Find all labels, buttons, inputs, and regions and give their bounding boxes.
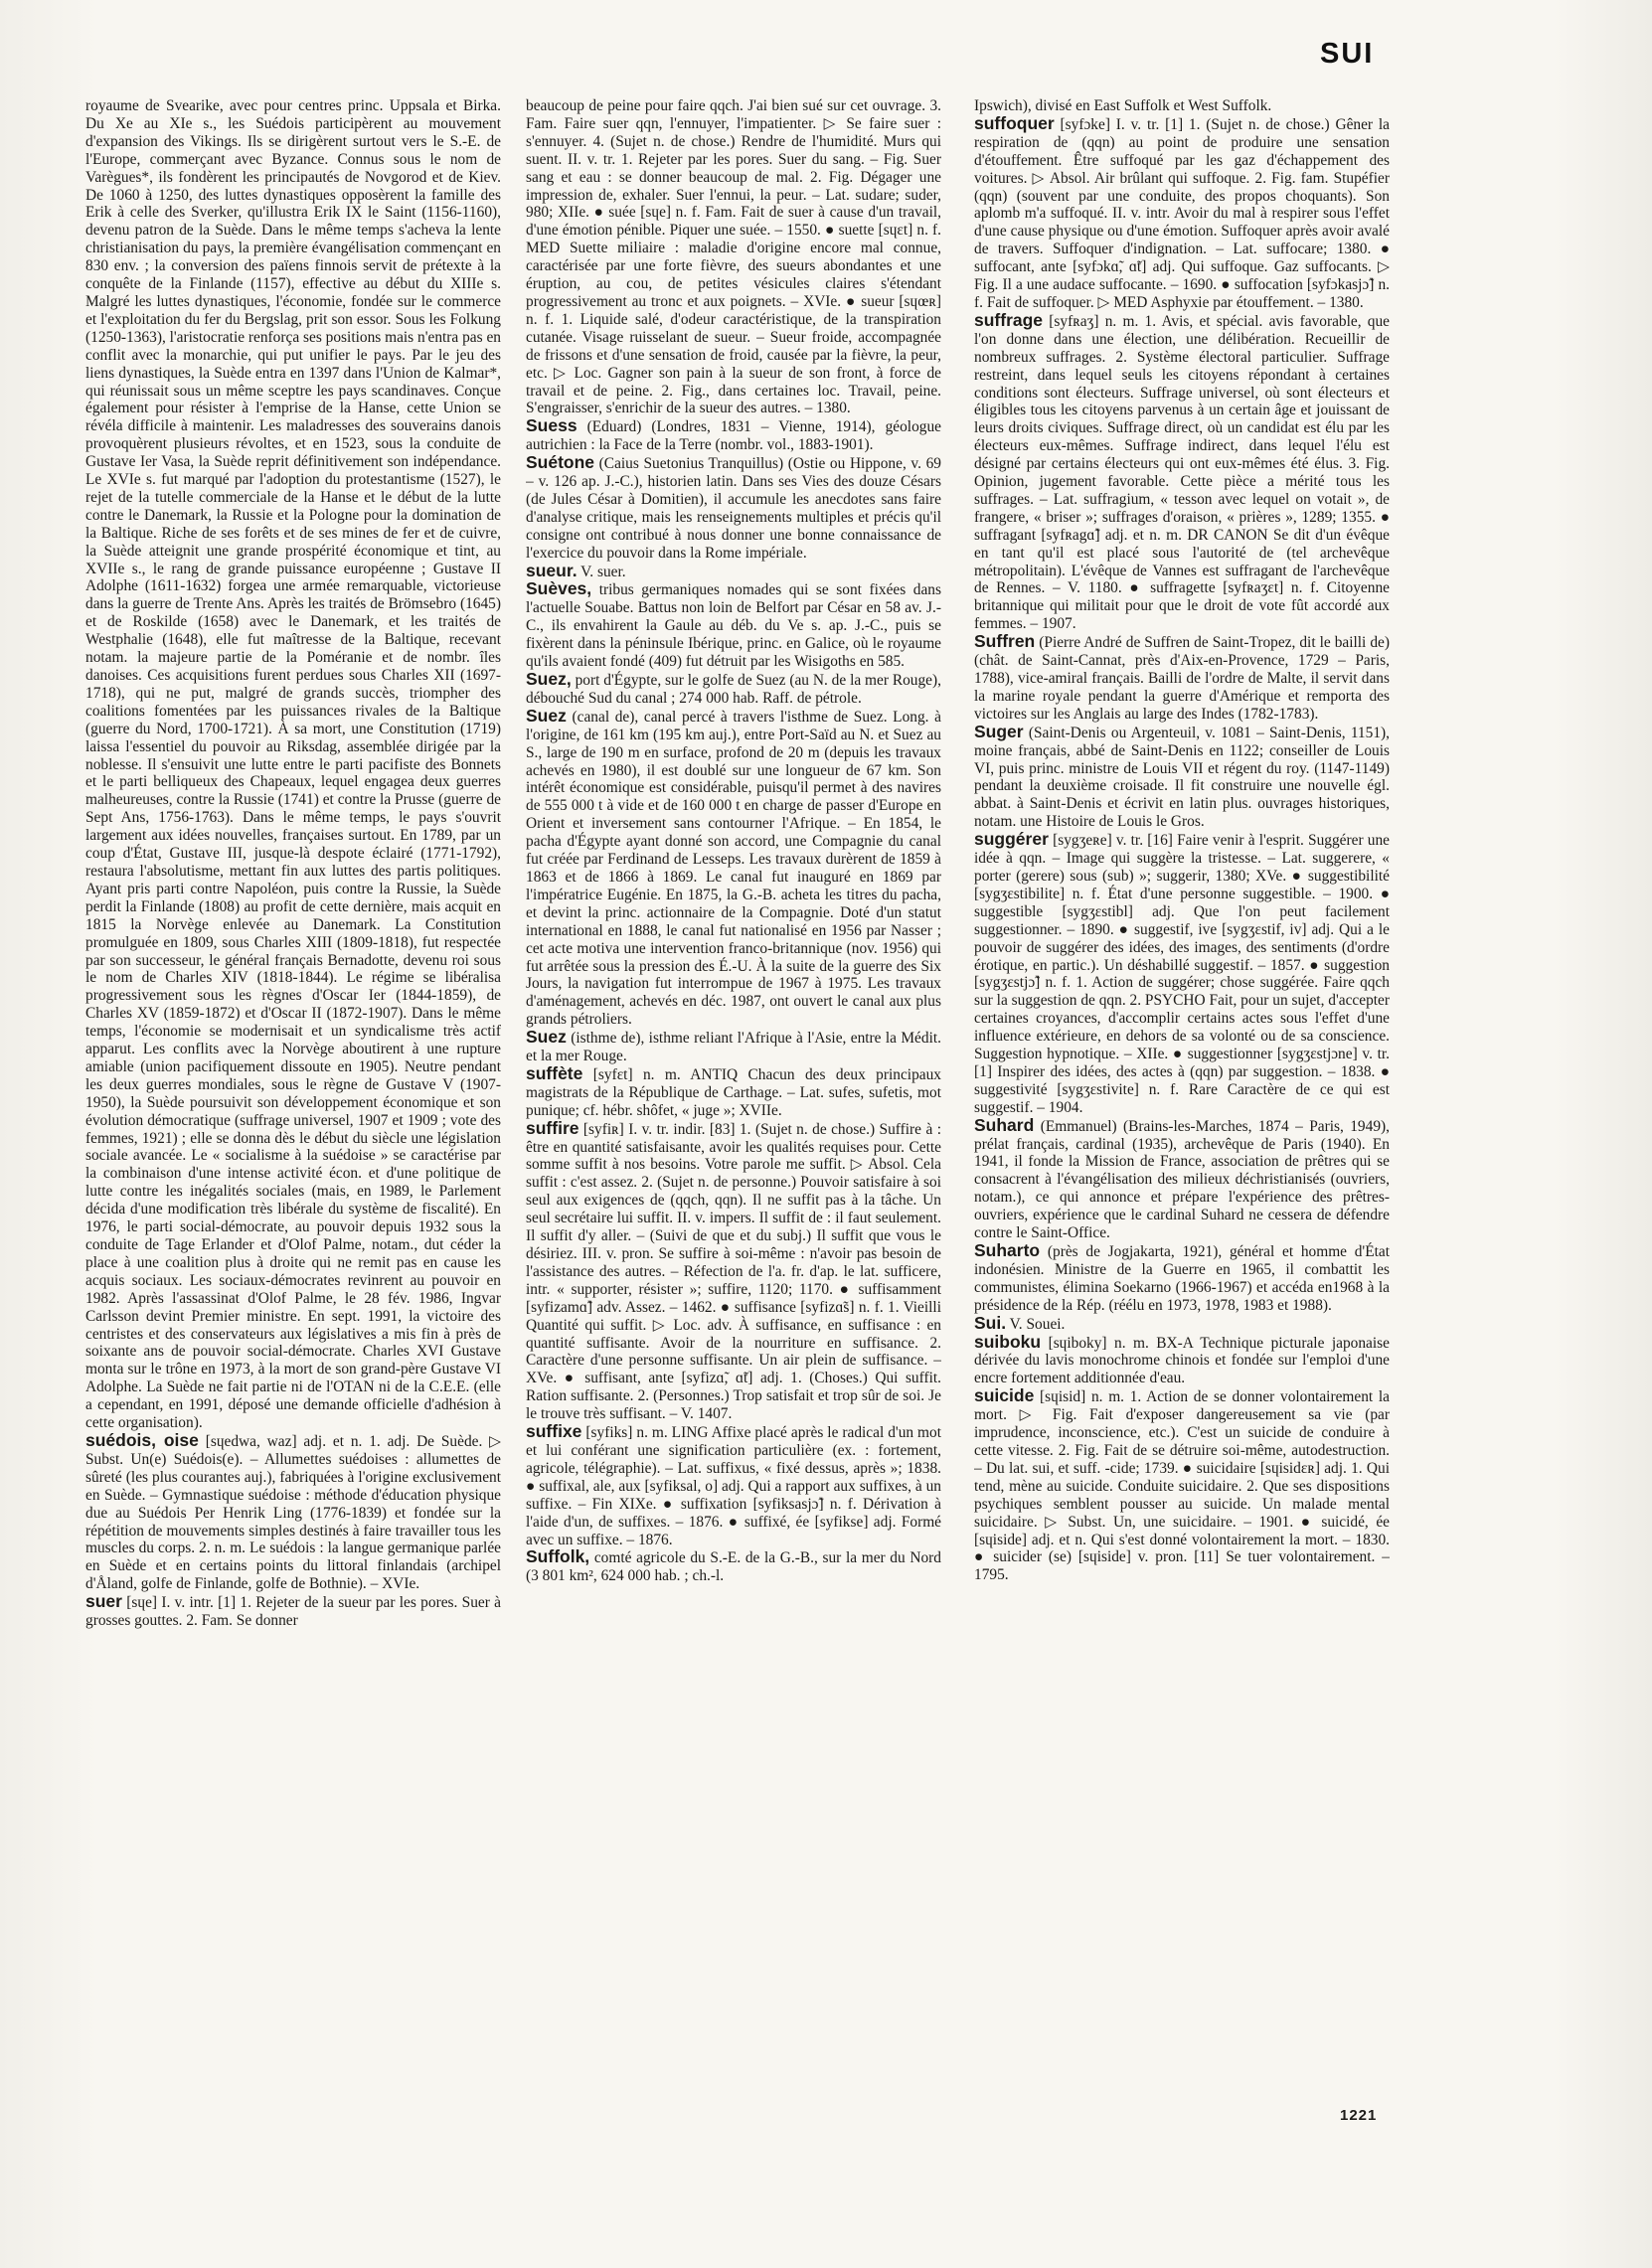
entry-text: [sɥedwa, waz] adj. et n. 1. adj. De Suède. ▷ Subst. Un(e) Suédois(e). – Allumettes suédoises : allumettes de sûreté (les plus courantes auj.), fabriquées à l'origine exclusivement en Suède. – Gymnastique suédoise : méthode d'éducation physique due au Suédois Per Henrik Ling (1776-1839) et fondée sur la répétition de mouvements simples destinés à faire travailler tous les muscles du corps. 2. n. m. Le suédois : la langue germanique parlée en Suède et en certains points du littoral finlandais (archipel d'Åland, golfe de Finlande, golfe de Bothnie). – XVIe. — [85, 1432, 501, 1593]
entry-headword: Suess — [526, 415, 578, 436]
entry-text: (canal de), canal percé à travers l'isthme de Suez. Long. à l'origine, de 161 km (195 km auj.), entre Port-Saïd au N. et Suez au S., large de 190 m en surface, profond de 20 m (depuis les travaux achevés en 1980), il est doublé sur une longueur de 67 km. Son intérêt économique est considérable, puisqu'il permet à des navires de 555 000 t à vide et de 160 000 t en charge de passer d'Europe en Orient et inversement sans contourner l'Afrique. – En 1854, le pacha d'Égypte ayant donné son accord, une Compagnie du canal fut créée par Ferdinand de Lesseps. Les travaux durèrent de 1859 à 1863 et de 1866 à 1869. Le canal fut inauguré en 1869 par l'impératrice Eugénie. En 1875, la G.-B. acheta les titres du pacha, et devint la princ. actionnaire de la Compagnie. Doté d'un statut international en 1888, le canal fut nationalisé en 1956 par Nasser ; cet acte motiva une intervention franco-britannique (nov. 1956) qui fut arrêtée sous la pression des É.-U. À la suite de la guerre des Six Jours, la navigation fut interrompue de 1967 à 1975. Les travaux d'aménagement, achevés en déc. 1987, ont ouvert le canal aux plus grands pétroliers. — [526, 708, 941, 1029]
entry-headword: Suétone — [526, 452, 595, 473]
entry-headword: suer — [85, 1591, 122, 1612]
entry-headword: Sui. — [974, 1312, 1007, 1333]
dictionary-entry — [526, 1062, 941, 1120]
dictionary-entry — [974, 112, 1390, 312]
dictionary-entry — [974, 1114, 1390, 1242]
entry-headword: Suharto — [974, 1240, 1041, 1260]
dictionary-entry — [526, 705, 941, 1029]
column-2 — [526, 97, 941, 2085]
entry-text: (Emmanuel) (Brains-les-Marches, 1874 – Paris, 1949), prélat français, cardinal (1935), archevêque de Paris (1940). En 1941, il fonde la Mission de France, association de prêtres qui se consacrent à l'évangélisation des milieux déchristianisés (ouvriers, notam.), ce qui annonce et prépare l'expérience des prêtres-ouvriers, expérience que le cardinal Suhard ne cessera de défendre contre le Saint-Office. — [974, 1117, 1390, 1242]
entry-headword: suiboku — [974, 1331, 1042, 1352]
entry-text: beaucoup de peine pour faire qqch. J'ai bien sué sur cet ouvrage. 3. Fam. Faire suer qqn, l'ennuyer, l'impatienter. ▷ Se faire suer : s'ennuyer. 4. (Sujet n. de chose.) Rendre de l'humidité. Murs qui suent. II. v. tr. 1. Rejeter par les pores. Suer du sang. – Fig. Suer sang et eau : se donner beaucoup de mal. 2. Fig. Dégager une impression de, exhaler. Suer l'ennui, la peur. – Lat. sudare; suder, 980; XIIe. ● suée [sɥe] n. f. Fam. Fait de suer à cause d'un travail, d'une émotion pénible. Piquer une suée. – 1550. ● suette [sɥɛt] n. f. MED Suette miliaire : maladie d'origine encore mal connue, caractérisée par une forte fièvre, des sueurs abondantes et une éruption, au cou, de petites vésicules claires s'étendant progressivement au tronc et aux poignets. – XVIe. ● sueur [sɥœʀ] n. f. 1. Liquide salé, d'odeur caractéristique, de la transpiration cutanée. Visage ruisselant de sueur. – Sueur froide, accompagnée de frissons et d'une sensation de froid, causée par la fièvre, la peur, etc. ▷ Loc. Gagner son pain à la sueur de son front, à force de travail et de peine. 2. Fig., dans certaines loc. Travail, peine. S'engraisser, s'enrichir de la sueur des autres. – 1380. — [526, 97, 941, 417]
dictionary-entry — [85, 97, 501, 1432]
dictionary-entry — [974, 309, 1390, 633]
entry-text: (Eduard) (Londres, 1831 – Vienne, 1914), géologue autrichien : la Face de la Terre (nombr. vol., 1883-1901). — [526, 418, 941, 454]
column-3 — [974, 97, 1390, 2085]
entry-text: [syfiks] n. m. LING Affixe placé après le radical d'un mot et lui conférant une signification particulière (ex. : fortement, agricole, télégraphie). – Lat. suffixus, « fixé dessus, après »; 1838. ● suffixal, ale, aux [syfiksal, o] adj. Qui a rapport aux suffixes, à un suffixe. – Fin XIXe. ● suffixation [syfiksasjɔ̃] n. f. Dérivation à l'aide d'un, de suffixes. – 1876. ● suffixé, ée [syfikse] adj. Formé avec un suffixe. – 1876. — [526, 1424, 941, 1548]
entry-text: [syfʀaʒ] n. m. 1. Avis, et spécial. avis favorable, que l'on donne dans une élection, une délibération. Recueillir de nombreux suffrages. 2. Système électoral particulier. Suffrage restreint, dans lequel seuls les citoyens répondant à certaines conditions sont électeurs. Suffrage universel, où sont électeurs et éligibles tous les citoyens parvenus à un certain âge et jouissant de leurs droits civiques. Suffrage direct, où un candidat est élu par les électeurs eux-mêmes. Suffrage indirect, dans lequel l'élu est désigné par certains électeurs qui ont eux-mêmes été élus. 3. Fig. Opinion, jugement favorable. Cette pièce a mérité tous les suffrages. – Lat. suffragium, « tesson avec lequel on votait », de frangere, « briser »; suffrages d'oraison, « prières », 1289; 1355. ● suffragant [syfʀagɑ̃] adj. et n. m. DR CANON Se dit d'un évêque en tant qu'il est placé sous l'autorité de (tel archevêque métropolitain). L'évêque de Vannes est suffragant de l'archevêque de Rennes. – V. 1180. ● suffragette [syfʀaʒɛt] n. f. Citoyenne britannique qui militait pour que le droit de vote fût accordé aux femmes. – 1907. — [974, 312, 1390, 633]
dictionary-entry — [974, 721, 1390, 831]
dictionary-entry — [526, 417, 941, 454]
column-1 — [85, 97, 501, 2085]
entry-headword: Suffolk, — [526, 1546, 590, 1567]
entry-text: (Saint-Denis ou Argenteuil, v. 1081 – Saint-Denis, 1151), moine français, abbé de Saint-Denis en 1122; conseiller de Louis VI, puis princ. ministre de Louis VII et régent du roy. (1147-1149) pendant la deuxième croisade. Il fit construire une nouvelle égl. abbat. à Saint-Denis et écrivit en latin plus. ouvrages historiques, notam. une Histoire de Louis le Gros. — [974, 724, 1390, 831]
entry-text: [syfɔke] I. v. tr. [1] 1. (Sujet n. de chose.) Gêner la respiration de (qqn) au point de produire une sensation d'étouffement. Être suffoqué par les gaz d'échappement des voitures. ▷ Absol. Air brûlant qui suffoque. 2. Fig. fam. Stupéfier (qqn) (souvent par une conduite, des propos choquants). Son aplomb m'a suffoqué. II. v. intr. Avoir du mal à respirer sous l'effet d'une cause physique ou d'une émotion. Suffoquer après avoir avalé de travers. Suffoquer d'indignation. – Lat. suffocare; 1380. ● suffocant, ante [syfɔkɑ̃, ɑ̃t] adj. Qui suffoque. Gaz suffocants. ▷ Fig. Il a une audace suffocante. – 1690. ● suffocation [syfɔkasjɔ̃] n. f. Fait de suffoquer. ▷ MED Asphyxie par étouffement. – 1380. — [974, 115, 1390, 311]
entry-headword: suffrage — [974, 309, 1044, 330]
entry-text: port d'Égypte, sur le golfe de Suez (au N. de la mer Rouge), débouché Sud du canal ; 274 000 hab. Raff. de pétrole. — [526, 672, 941, 707]
entry-text: V. suer. — [580, 563, 626, 580]
entry-text: (isthme de), isthme reliant l'Afrique à l'Asie, entre la Médit. et la mer Rouge. — [526, 1030, 941, 1065]
entry-headword: suggérer — [974, 829, 1049, 850]
running-head: SUI — [1320, 38, 1375, 70]
dictionary-entry — [974, 633, 1390, 724]
entry-text: Ipswich), divisé en East Suffolk et West Suffolk. — [974, 97, 1272, 114]
dictionary-entry — [526, 97, 941, 417]
dictionary-entry — [526, 671, 941, 708]
entry-text: [syfiʀ] I. v. tr. indir. [83] 1. (Sujet n. de chose.) Suffire à : être en quantité satisfaisante, avoir les qualités requises pour. Cette somme suffit à nos besoins. Votre parole me suffit. ▷ Absol. Cela suffit : c'est assez. 2. (Sujet n. de personne.) Pouvoir satisfaire à soi seul aux exigences de (qqch, qqn). Il ne suffit pas à la tâche. Un seul secrétaire lui suffit. II. v. impers. Il suffit de : il faut seulement. Il suffit d'y aller. – (Suivi de que et du subj.) Il suffit que vous le désiriez. III. v. pron. Se suffire à soi-même : n'avoir pas besoin de l'assistance des autres. – Réfection de l'a. fr. d'ap. le lat. sufficere, intr. « supporter, résister »; suffire, 1120; 1170. ● suffisamment [syfizamɑ̃] adv. Assez. – 1462. ● suffisance [syfizɑ̃s] n. f. 1. Vieilli Quantité qui suffit. ▷ Loc. adv. À suffisance, en suffisance : en quantité suffisante. Avoir de la nourriture en suffisance. 2. Caractère d'une personne suffisante. Un air plein de suffisance. – XVe. ● suffisant, ante [syfizɑ̃, ɑ̃t] adj. 1. (Choses.) Qui suffit. Ration suffisante. 2. (Personnes.) Trop satisfait et trop sûr de soi. Je le trouve très suffisant. – V. 1407. — [526, 1120, 941, 1423]
dictionary-entry — [526, 1423, 941, 1548]
dictionary-entry — [85, 1593, 501, 1630]
dictionary-entry — [526, 1117, 941, 1423]
entry-headword: Suffren — [974, 631, 1036, 652]
entry-headword: Suèves, — [526, 578, 592, 599]
entry-headword: Suhard — [974, 1114, 1035, 1135]
dictionary-entry — [974, 1331, 1390, 1388]
dictionary-entry — [526, 454, 941, 562]
entry-text: [sɥisid] n. m. 1. Action de se donner volontairement la mort. ▷ Fig. Fait d'exposer dangereusement sa vie (par imprudence, inconscience, etc.). C'est un suicide de conduire à cette vitesse. 2. Fig. Fait de se détruire soi-même, autodestruction. – Du lat. sui, et suff. -cide; 1739. ● suicidaire [sɥisidɛʀ] adj. 1. Qui tend, mène au suicide. Conduite suicidaire. 2. Que ses dispositions psychiques semblent pousser au suicide. Un malade mental suicidaire. ▷ Subst. Un, une suicidaire. – 1901. ● suicidé, ée [sɥiside] adj. et n. Qui s'est donné volontairement la mort. – 1830. ● suicider (se) [sɥiside] v. pron. [11] Se tuer volontairement. – 1795. — [974, 1388, 1390, 1584]
entry-text: tribus germaniques nomades qui se sont fixées dans l'actuelle Souabe. Battus non loin de Belfort par César en 58 av. J.-C., ils envahirent la Gaule au déb. du Ve s. ap. J.-C., puis se fixèrent dans la péninsule Ibérique, princ. en Galice, où le royaume qu'ils avaient fondé (409) fut détruit par les Wisigoths en 585. — [526, 581, 941, 671]
entry-headword: Suez, — [526, 669, 572, 689]
dictionary-entry — [526, 580, 941, 671]
dictionary-entry — [526, 1548, 941, 1585]
entry-headword: suicide — [974, 1385, 1035, 1406]
entry-text: [syfɛt] n. m. ANTIQ Chacun des deux principaux magistrats de la République de Carthage. – Lat. sufes, sufetis, mot punique; cf. hébr. shôfet, « juge »; XVIIe. — [526, 1065, 941, 1119]
entry-headword: suffixe — [526, 1421, 582, 1442]
entry-text: royaume de Svearike, avec pour centres princ. Uppsala et Birka. Du Xe au XIe s., les Suédois participèrent au mouvement d'expansion des Vikings. Ils se dirigèrent surtout vers le S.-E. de l'Europe, commerçant avec Byzance. Connus sous le nom de Varègues*, ils fondèrent les principautés de Novgorod et de Kiev. De 1060 à 1250, des luttes dynastiques opposèrent la famille des Erik à celle des Sverker, qu'illustra Erik IX le Saint (1156-1160), devenu patron de la Suède. Dans le même temps s'acheva la lente christianisation du pays, la première évangélisation commençant en 830 env. ; la conversion des païens finnois servit de prétexte à la conquête de la Finlande (1157), effective au début du XIIIe s. Malgré les luttes dynastiques, l'économie, fondée sur le commerce et l'exploitation du fer du Bergslag, prit son essor. Sous les Folkung (1250-1363), l'aristocratie renforça ses positions mais n'entra pas en conflit avec la monarchie, qui put unifier le pays. Par le jeu des liens dynastiques, la Suède entra en 1397 dans l'Union de Kalmar*, qui réunissait sous un même sceptre les pays scandinaves. Conçue également pour résister à l'emprise de la Hanse, cette Union se révéla difficile à maintenir. Les maladresses des souverains danois provoquèrent plusieurs révoltes, et en 1523, sous la conduite de Gustave Ier Vasa, la Suède reprit définitivement son indépendance. Le XVIe s. fut marqué par l'adoption du protestantisme (1527), le rejet de la tutelle commerciale de la Hanse et le début de la lutte contre le Danemark, la Russie et la Pologne pour la domination de la Baltique. Riche de ses forêts et de ses mines de fer et de cuivre, la Suède atteignit une grande prospérité économique et tint, au XVIIe s., le rang de grande puissance européenne ; Gustave II Adolphe (1611-1632) forgea une armée remarquable, victorieuse dans la guerre de Trente Ans. Après les traités de Brömsebro (1645) et de Roskilde (1658) avec le Danemark, et les traités de Westphalie (1648), elle fut maîtresse de la Baltique, recevant notam. la majeure partie de la Poméranie et de nombr. îles danoises. Ces acquisitions furent perdues sous Charles XII (1697-1718), qui ne put, malgré de grands succès, triompher des coalitions fomentées par les puissances rivales de la Baltique (guerre du Nord, 1700-1721). À sa mort, une Constitution (1719) laissa l'essentiel du pouvoir au Riksdag, assemblée dirigée par la noblesse. Il s'ensuivit une lutte entre le parti pacifiste des Bonnets et le parti belliqueux des Chapeaux, lequel engagea deux guerres malheureuses, contre la Russie (1741) et contre la Prusse (guerre de Sept Ans, 1756-1763). Dans le même temps, le pays s'ouvrit largement aux idées nouvelles, françaises surtout. En 1789, par un coup d'État, Gustave III, jusque-là despote éclairé (1771-1792), restaura l'absolutisme, mettant fin aux luttes des partis politiques. Ayant pris parti contre Napoléon, puis contre la Russie, la Suède perdit la Finlande (1808) au profit de cette dernière, mais acquit en 1815 la Norvège enlevée au Danemark. La Constitution promulguée en 1809, sous Charles XIII (1809-1818), fut respectée par son successeur, le général français Bernadotte, devenu roi sous le nom de Charles XIV (1818-1844). Le régime se libéralisa progressivement sous les règnes d'Oscar Ier (1844-1859), de Charles XV (1859-1872) et d'Oscar II (1872-1907). Dans le même temps, l'économie se modernisait et un syndicalisme très actif apparut. Les conflits avec la Norvège aboutirent à une rupture amiable (union pacifiquement dissoute en 1905). Neutre pendant les deux guerres mondiales, sous le règne de Gustave V (1907-1950), la Suède poursuivit son développement économique et son évolution démocratique (suffrage universel, 1907 et 1909 ; vote des femmes, 1921) ; elle se donna dès le début du siècle une législation sociale avancée. Le « socialisme à la suédoise » se caractérise par la combinaison d'une intense activité écon. et d'une politique de lutte contre les inégalités sociales (mais, en 1989, le Parlement décida d'une modification très libérale du système de fiscalité). En 1976, le parti social-démocrate, au pouvoir depuis 1932 sous la conduite de Tage Erlander et d'Olof Palme, notam., dut céder la place à une coalition plus à droite qui ne remit pas en cause les acquis sociaux. Les sociaux-démocrates revinrent au pouvoir en 1982. Après l'assassinat d'Olof Palme, le 28 fév. 1986, Ingvar Carlsson devint Premier ministre. En sept. 1991, la victoire des centristes et des conservateurs aux législatives a mis fin à près de soixante ans de pouvoir social-démocrate. Charles XVI Gustave monta sur le trône en 1973, à la mort de son grand-père Gustave VI Adolphe. La Suède ne fait partie ni de l'OTAN ni de la C.E.E. (elle a cependant, en 1991, déposé une demande officielle d'adhésion à cette organisation). — [85, 97, 501, 1432]
dictionary-entry — [85, 1429, 501, 1593]
entry-text: [sɥiboky] n. m. BX-A Technique picturale japonaise dérivée du lavis monochrome chinois et fondée sur l'emploi d'une encre fortement additionnée d'eau. — [974, 1334, 1390, 1387]
entry-headword: suédois, oise — [85, 1429, 199, 1450]
dictionary-entry — [526, 1029, 941, 1065]
entry-headword: Suger — [974, 721, 1024, 741]
entry-text: (Pierre André de Suffren de Saint-Tropez, dit le bailli de) (chât. de Saint-Cannat, près d'Aix-en-Provence, 1729 – Paris, 1788), vice-amiral français. Bailli de l'ordre de Malte, il servit dans la marine royale pendant la guerre d'Amérique et remporta des victoires sur les Anglais au large des Indes (1782-1783). — [974, 634, 1390, 723]
dictionary-entry — [974, 831, 1390, 1117]
entry-text: (Caius Suetonius Tranquillus) (Ostie ou Hippone, v. 69 – v. 126 ap. J.-C.), historien latin. Dans ses Vies des douze Césars (de Jules César à Domitien), il accumule les anecdotes sans faire d'analyse critique, mais les renseignements multiples et précis qu'il consigne ont contribué à nous donner une bonne connaissance de l'exercice du pouvoir dans la Rome impériale. — [526, 455, 941, 562]
entry-headword: sueur. — [526, 560, 578, 580]
page-number: 1221 — [1340, 2107, 1378, 2124]
dictionary-entry — [974, 1242, 1390, 1315]
entry-text: [sygʒeʀe] v. tr. [16] Faire venir à l'esprit. Suggérer une idée à qqn. – Image qui suggère la tristesse. – Lat. suggerere, « porter (gerere) sous (sub) »; suggerir, 1380; XVe. ● suggestibilité [sygʒɛstibilite] n. f. État d'une personne suggestible. – 1900. ● suggestible [sygʒɛstibl] adj. Que l'on peut facilement suggestionner. – 1890. ● suggestif, ive [sygʒɛstif, iv] adj. Qui a le pouvoir de suggérer des idées, des images, des sentiments (d'ordre érotique, en partic.). Un déshabillé suggestif. – 1857. ● suggestion [sygʒɛstjɔ̃] n. f. 1. Action de suggérer; chose suggérée. Faire qqch sur la suggestion de qqn. 2. PSYCHO Fait, pour un sujet, d'accepter certaines croyances, d'accomplir certains actes sous l'effet d'une influence extérieure, en dehors de sa volonté ou de sa conscience. Suggestion hypnotique. – XIIe. ● suggestionner [sygʒɛstjɔne] v. tr. [1] Inspirer des idées, des actes à (qqn) par suggestion. – 1838. ● suggestivité [sygʒɛstivite] n. f. Rare Caractère de ce qui est suggestif. – 1904. — [974, 832, 1390, 1116]
entry-headword: suffète — [526, 1062, 583, 1083]
entry-text: comté agricole du S.-E. de la G.-B., sur la mer du Nord (3 801 km², 624 000 hab. ; ch.-l. — [526, 1549, 941, 1585]
entry-headword: suffoquer — [974, 112, 1055, 133]
dictionary-entry — [974, 1387, 1390, 1584]
entry-headword: Suez — [526, 705, 567, 726]
entry-text: [sɥe] I. v. intr. [1] 1. Rejeter de la sueur par les pores. Suer à grosses gouttes. 2. Fam. Se donner — [85, 1594, 501, 1630]
entry-headword: Suez — [526, 1027, 567, 1048]
entry-text: V. Souei. — [1009, 1315, 1066, 1333]
entry-text: (près de Jogjakarta, 1921), général et homme d'État indonésien. Ministre de la Guerre en 1965, il combattit les communistes, élimina Soekarno (1966-1967) et accéda en1968 à la présidence de la Rép. (réélu en 1973, 1978, 1983 et 1988). — [974, 1243, 1390, 1314]
entry-headword: suffire — [526, 1117, 579, 1138]
